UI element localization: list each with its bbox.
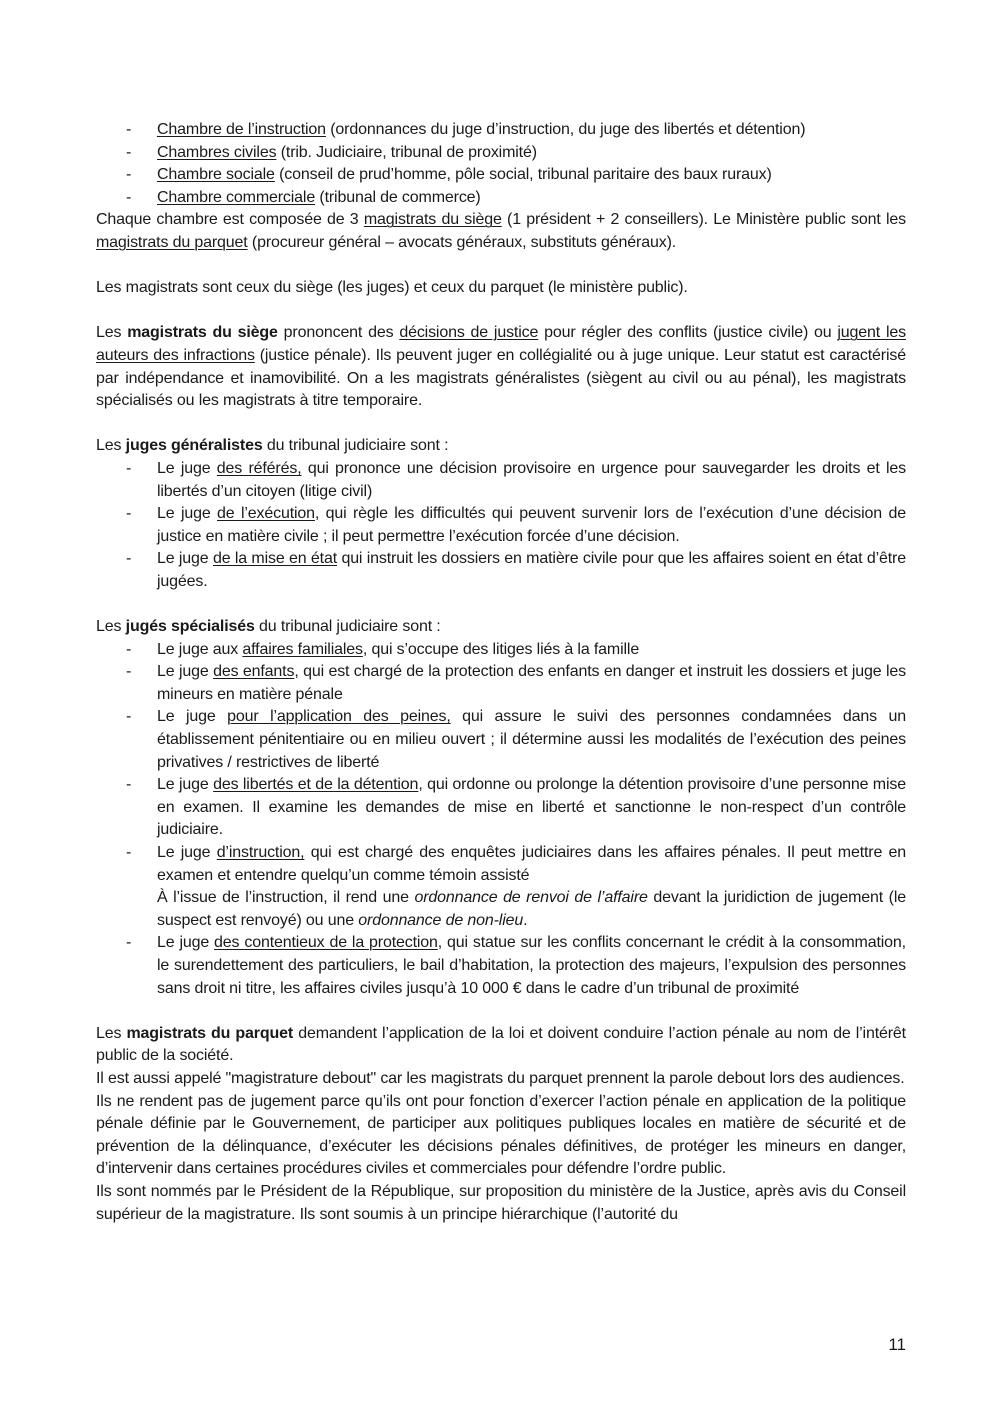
parquet-fonction-paragraph: Ils ne rendent pas de jugement parce qu’ils ont pour fonction d’exercer l’action pénale en application de la politique pénale définie par le Gouvernement, de participer aux politiques publiques locales en matière de sécurité et de prévention de la délinquance, d’exécuter les décisions pénales définitives, de protéger les mineurs en danger, d’intervenir dans certaines procédures civiles et commerciales pour défendre l’ordre public. — [96, 1092, 906, 1178]
parquet-debout-paragraph: Il est aussi appelé "magistrature debout" car les magistrats du parquet prennent la parole debout lors des audiences. — [96, 1069, 905, 1087]
parquet-nomination-paragraph: Ils sont nommés par le Président de la République, sur proposition du ministère de la Justice, après avis du Conseil supérieur de la magistrature. Ils sont soumis à un principe hiérarchique (l’autorité du — [96, 1182, 906, 1223]
chambre-paragraph: Chaque chambre est composée de 3 magistrats du siège (1 président + 2 conseillers). Le Ministère public sont les magistrats du parquet (procureur général – avocats généraux, substituts généraux). — [96, 211, 906, 251]
bullet-dash: - — [126, 776, 132, 794]
list-item: - Le juge des contentieux de la protection, qui statue sur les conflits concernant le crédit à la consommation, le surendettement des particuliers, le bail d’habitation, la protection des majeurs, l’expulsion des personnes sans droit ni titre, les affaires civiles jusqu’à 10 000 € dans le cadre d’un tribunal de proximité — [126, 934, 906, 997]
bullet-dash: - — [126, 844, 132, 861]
list-item: - Chambre sociale (conseil de prud’homme, pôle social, tribunal paritaire des baux ruraux) — [96, 164, 906, 187]
bullet-dash: - — [126, 121, 132, 138]
intro-paragraph: Les magistrats sont ceux du siège (les juges) et ceux du parquet (le ministère public). — [96, 279, 688, 297]
specialises-list — [96, 639, 906, 1001]
list-item: - Le juge de la mise en état qui instruit les dossiers en matière civile pour que les affaires soient en état d’être jugées. — [126, 550, 906, 590]
bullet-dash: - — [126, 550, 132, 568]
bullet-dash: - — [126, 188, 132, 206]
list-item: - Le juge pour l’application des peines, qui assure le suivi des personnes condamnées dans un établissement pénitentiaire ou en milieu ouvert ; il détermine aussi les modalités de l’exécution des peines privatives / restrictives de liberté — [126, 708, 906, 771]
list-item: - Le juge d’instruction, qui est chargé des enquêtes judiciaires dans les affaires pénales. Il peut mettre en examen et entendre quelqu’un comme témoin assisté À l’issue de l’instruction, il rend une ordonnance de renvoi de l’affaire devant la juridiction de jugement (le suspect est renvoyé) ou une ordonnance de non-lieu. — [126, 844, 906, 929]
chambres-list — [96, 119, 906, 209]
bullet-dash: - — [126, 640, 132, 658]
bullet-dash: - — [126, 166, 132, 184]
spacer — [96, 255, 906, 278]
list-item: - Le juge de l’exécution, qui règle les difficultés qui peuvent survenir lors de l’exécution d’une décision de justice en matière civile ; il peut permettre l’exécution forcée d’une décision. — [126, 505, 906, 545]
generalistes-list — [96, 458, 906, 594]
document-page — [96, 119, 906, 1226]
list-item: - Le juge des enfants, qui est chargé de la protection des enfants en danger et instruit les dossiers et juge les mineurs en matière pénale — [126, 663, 906, 703]
page-number: 11 — [888, 1335, 906, 1354]
bullet-dash: - — [126, 459, 132, 477]
generalistes-heading: Les juges généralistes du tribunal judiciaire sont : — [96, 437, 449, 455]
list-item: - Chambre commerciale (tribunal de commerce) — [96, 187, 906, 210]
bullet-dash: - — [126, 708, 132, 726]
specialises-heading: Les jugés spécialisés du tribunal judiciaire sont : — [96, 618, 441, 636]
list-item: - Chambre de l’instruction (ordonnances du juge d’instruction, du juge des libertés et détention) — [96, 119, 906, 142]
list-item: - Chambres civiles (trib. Judiciaire, tribunal de proximité) — [96, 142, 906, 165]
spacer — [96, 1000, 906, 1023]
spacer — [96, 300, 906, 323]
parquet-paragraph: Les magistrats du parquet demandent l’application de la loi et doivent conduire l’action pénale au nom de l’intérêt public de la société. — [96, 1024, 906, 1065]
bullet-dash: - — [126, 663, 132, 681]
bullet-dash: - — [126, 143, 132, 161]
list-item: - Le juge des libertés et de la détention, qui ordonne ou prolonge la détention provisoire d’une personne mise en examen. Il examine les demandes de mise en liberté et sanctionne le non-respect d’un contrôle judiciaire. — [126, 776, 906, 839]
list-item: - Le juge aux affaires familiales, qui s’occupe des litiges liés à la famille — [96, 639, 906, 662]
bullet-dash: - — [126, 934, 132, 952]
siege-paragraph: Les magistrats du siège prononcent des décisions de justice pour régler des conflits (justice civile) ou jugent les auteurs des infractions (justice pénale). Ils peuvent juger en collégialité ou à juge unique. Leur statut est caractérisé par indépendance et inamovibilité. On a les magistrats généralistes (siègent au civil ou au pénal), les magistrats spécialisés ou les magistrats à titre temporaire. — [96, 324, 906, 410]
spacer — [96, 593, 906, 616]
bullet-dash: - — [126, 505, 132, 523]
list-item: - Le juge des référés, qui prononce une décision provisoire en urgence pour sauvegarder les droits et les libertés d’un citoyen (litige civil) — [126, 459, 906, 500]
spacer — [96, 413, 906, 436]
